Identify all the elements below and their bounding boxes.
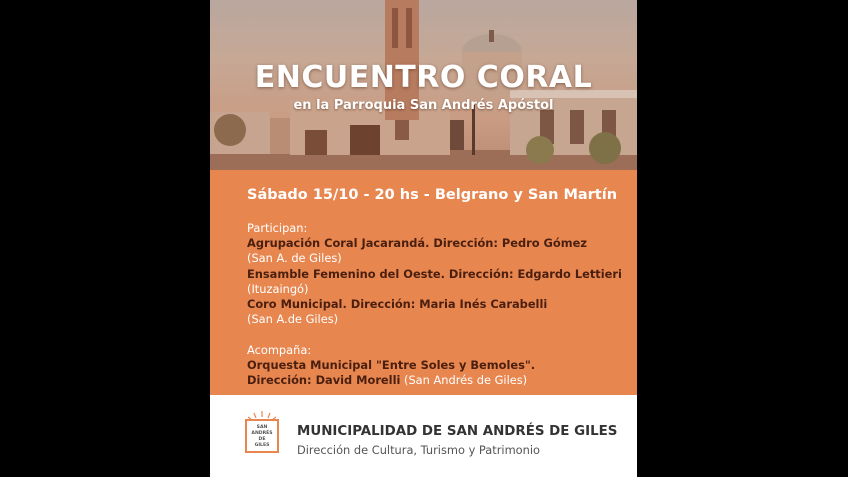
logo-text: DE xyxy=(258,437,266,442)
event-details xyxy=(247,221,632,388)
participant-group: Agrupación Coral Jacarandá. Dirección: Pedro Gómez xyxy=(247,236,587,251)
participants-label: Participan: xyxy=(247,221,308,235)
participant-location: (Ituzaingó) xyxy=(247,281,309,296)
event-poster xyxy=(210,0,637,477)
footer xyxy=(210,395,637,477)
orchestra-location: (San Andrés de Giles) xyxy=(400,373,528,388)
participant-group: Coro Municipal. Dirección: Maria Inés Carabelli xyxy=(247,297,548,312)
accompanies-label: Acompaña: xyxy=(247,342,312,357)
participant-location: (San A.de Giles) xyxy=(247,312,339,327)
orchestra-director-line xyxy=(247,373,632,388)
logo-text: ANDRÉS xyxy=(251,431,273,436)
orchestra-director: Dirección: David Morelli xyxy=(247,373,401,388)
church-photo xyxy=(210,0,637,170)
orchestra-name: Orquesta Municipal "Entre Soles y Bemoles". xyxy=(247,357,536,372)
municipality-logo xyxy=(244,409,280,461)
participant-location: (San A. de Giles) xyxy=(247,251,342,266)
poster-subtitle: en la Parroquia San Andrés Apóstol xyxy=(293,98,554,113)
organization-name: MUNICIPALIDAD DE SAN ANDRÉS DE GILES xyxy=(297,424,618,439)
participant-group: Ensamble Femenino del Oeste. Dirección: Edgardo Lettieri xyxy=(247,266,622,281)
logo-text: GILES xyxy=(254,443,270,448)
spacer xyxy=(247,327,632,342)
department-name: Dirección de Cultura, Turismo y Patrimonio xyxy=(297,443,541,457)
event-date: Sábado 15/10 - 20 hs - Belgrano y San Martín xyxy=(247,187,618,203)
poster-title: ENCUENTRO CORAL xyxy=(254,60,593,95)
logo-text: SAN xyxy=(256,425,268,430)
